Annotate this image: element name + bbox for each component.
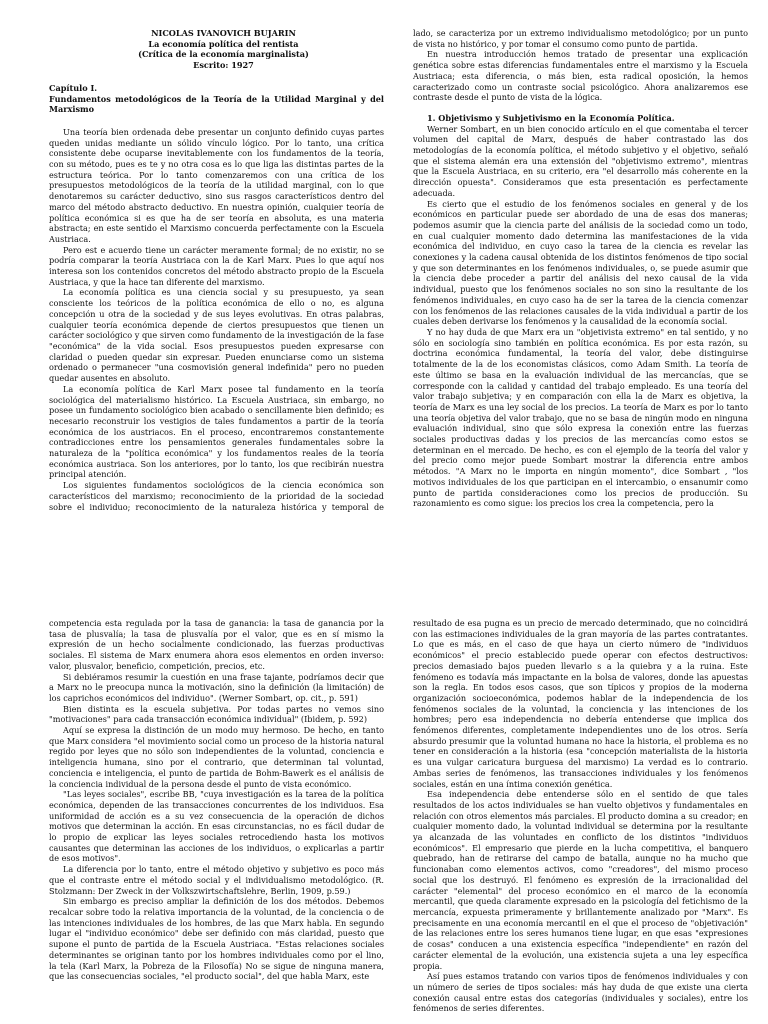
page-1-right-column <box>413 28 748 510</box>
document-page-2 <box>0 512 768 1024</box>
paragraph: Sin embargo es preciso ampliar la definición de los dos métodos. Debemos recalcar sobre todo la relativa importancia de la voluntad, de la conciencia o de las intenciones individuales de los hombres, de las que Marx habla. En segundo lugar el "individuo económico" debe ser definido con más claridad, puesto que supone el punto de partida de la Escuela Austriaca. "Estas relaciones sociales determinantes se originan tanto por los hombres individuales como por el lino, la tela (Karl Marx, la Pobreza de la Filosofía) No se sigue de ninguna manera, que las consecuencias sociales, "el producto social", del que habla Marx, este <box>49 896 384 982</box>
paragraph: Werner Sombart, en un bien conocido artículo en el que comentaba el tercer volumen del capital de Marx, después de haber contrastado las dos metodologías de la economía política, el método subjetivo y el objetivo, señaló que el sistema alemán era una extensión del "objetivismo extremo", mientras que la Escuela Austriaca, en su criterio, era "el desarrollo más coherente en la dirección opuesta". Consideramos que esta presentación es perfectamente adecuada. <box>413 123 748 198</box>
paragraph: Pero est e acuerdo tiene un carácter meramente formal; de no existir, no se podría comparar la teoría Austriaca con la de Karl Marx. Pues lo que aquí nos interesa son los contenidos concretos del método abstracto propio de la Escuela Austriaca, y que la hace tan diferente del marxismo. <box>49 244 384 287</box>
document-subtitle: (Crítica de la economía marginalista) <box>138 49 309 60</box>
document-header <box>49 28 384 71</box>
section-heading: 1. Objetivismo y Subjetivismo en la Economía Política. <box>427 112 675 123</box>
paragraph: Si debiéramos resumir la cuestión en una frase tajante, podríamos decir que a Marx no le preocupa nunca la motivación, sino la definición (la limitación) de los caprichos económicos del individuo". (Werner Sombart, op. cit., p. 591) <box>49 671 384 703</box>
paragraph: Así pues estamos tratando con varios tipos de fenómenos individuales y con un número de series de tipos sociales: más hay duda de que existe una cierta conexión causal entre estas dos categorías (individuales y sociales), entre los fenómenos de series diferentes. <box>413 971 748 1014</box>
chapter-label: Capítulo I. <box>49 82 98 93</box>
paragraph: resultado de esa pugna es un precio de mercado determinado, que no coincidirá con las estimaciones individuales de la gran mayoría de las partes contratantes. Lo que es más, en el caso de que haya un cierto número de "individuos económicos" el precio establecido puede operar con efectos destructivos: precios demasiado bajos pueden llevarlo s a la quiebra y a la ruina. Este fenómeno es todavía más impactante en la bolsa de valores, donde las apuestas son la regla. En todos esos casos, que son típicos y propios de la moderna organización socioeconómica, podemos hablar de la independencia de los fenómenos sociales de la voluntad, la conciencia y las intenciones de los hombres; pero esa independencia no debería entenderse que implica dos fenómenos diferentes, completamente independientes uno de los otros. Sería absurdo presumir que la voluntad humana no hace la historia, el problema es no tener en consideración a la historia (esa "concepción materialista de la historia es una vulgar caricatura burguesa del marxismo) La verdad es lo contrario. Ambas series de fenómenos, las transacciones individuales y los fenómenos sociales, están en una íntima conexión genética. <box>413 618 748 789</box>
paragraph: Es cierto que el estudio de los fenómenos sociales en general y de los económicos en particular puede ser abordado de una de esas dos maneras; podemos asumir que la ciencia parte del análisis de la sociedad como un todo, en cual cualquier momento dado determina las manifestaciones de la vida económica del individuo, en cuyo caso la tarea de la ciencia es revelar las conexiones y la cadena causal obtenida de los distintos fenómenos de tipo social y que son determinantes en los fenómenos individuales, o, se puede asumir que la ciencia debe proceder a partir del análisis del nexo causal de la vida individual, puesto que los fenómenos sociales no son sino la resultante de los fenómenos individuales, en cuyo caso ha de ser la tarea de la ciencia comenzar con los fenómenos de las relaciones causales de la vida individual a partir de los cuales deben derivarse los fenómenos y la causalidad de la economía social. <box>413 198 748 327</box>
page-2-right-column <box>413 618 748 1022</box>
paragraph: Aquí se expresa la distinción de un modo muy hermoso. De hecho, en tanto que Marx considera "el movimiento social como un proceso de la historia natural regido por leyes que no sólo son independientes de la voluntad, conciencia e inteligencia humana, sino por el contrario, que determinan tal voluntad, conciencia e inteligencia, el punto de partida de Bohm-Bawerk es el análisis de la conciencia individual de la persona desde el punto de vista económico. <box>49 725 384 789</box>
page-2-left-column <box>49 618 384 1022</box>
paragraph: "Las leyes sociales", escribe BB, "cuya investigación es la tarea de la política económica, dependen de las transacciones concurrentes de los individuos. Esa uniformidad de acción es a su vez consecuencia de la operación de dichos motivos que determinan la acción. En esas circunstancias, no es fácil dudar de lo propio de explicar las leyes sociales retrocediendo hasta los motivos causantes que determinan las acciones de los individuos, o explicarlas a partir de esos motivos". <box>49 789 384 864</box>
paragraph: Y no hay duda de que Marx era un "objetivista extremo" en tal sentido, y no sólo en sociología sino también en política económica. Es por esta razón, su doctrina económica fundamental, la teoría del valor, debe distinguirse totalmente de la de los economistas clásicos, como Adam Smith. La teoría de este último se basa en la evaluación individual de las mercancías, que se corresponde con la calidad y cantidad del trabajo empleado. Es una teoría del valor trabajo subjetiva; y en comparación con ella la de Marx es objetiva, la teoría de Marx es una ley social de los precios. La teoría de Marx es por lo tanto una teoría objetiva del valor trabajo, que no se basa de ningún modo en ninguna evaluación individual, sino que sólo expresa la conexión entre las fuerzas sociales productivas dadas y los precios de las mercancías como estos se determinan en el mercado. De hecho, es con el ejemplo de la teoría del valor y del precio como mejor puede Sombart mostrar la diferencia entre ambos métodos. "A Marx no le importa en ningún momento", dice Sombart , "los motivos individuales de los que participan en el intercambio, o ensanumir como punto de partida consideraciones como los precios de producción. Su razonamiento es como sigue: los precios los crea la competencia, pero la <box>413 326 748 509</box>
paragraph: lado, se caracteriza por un extremo individualismo metodológico; por un punto de vista no histórico, y por tomar el consumo como punto de partida. <box>413 28 748 49</box>
paragraph: La diferencia por lo tanto, entre el método objetivo y subjetivo es poco más que el contraste entre el método social y el individualismo metodológico. (R. Stolzmann: Der Zweck in der Volkszwirtschaftslehre, Berlin, 1909, p.59.) <box>49 864 384 896</box>
author-name: NICOLAS IVANOVICH BUJARIN <box>151 28 296 38</box>
paragraph: La economía política de Karl Marx posee tal fundamento en la teoría sociológica del materialismo histórico. La Escuela Austriaca, sin embargo, no posee un fundamento sociológico bien acabado o sencillamente bien definido; es necesario reconstruir los vestigios de tales fundamentos a partir de la teoría económica de los austriacos. En el proceso, encontraremos constantemente contradicciones entre los pensamientos generales fundamentales sobre la naturaleza de la "política económica" y los fundamentos reales de la teoría económica austriaca. Son los anteriores, por lo tanto, los que recibirán nuestra principal atención. <box>49 383 384 480</box>
paragraph: La economía política es una ciencia social y su presupuesto, ya sean consciente los teóricos de la política económica de ello o no, es alguna concepción u otra de la sociedad y de sus leyes evolutivas. En otras palabras, cualquier teoría económica depende de ciertos presupuestos que tienen un carácter sociológico y que sirven como fundamento de la investigación de la fase "económica" de la vida social. Esos presupuestos pueden expresarse con claridad o pueden quedar sin expresar. Pueden enunciarse como un sistema ordenado o permanecer "una cosmovisión general indefinida" pero no pueden quedar ausentes en absoluto. <box>49 287 384 384</box>
document-title: La economía política del rentista <box>148 38 299 49</box>
paragraph: Bien distinta es la escuela subjetiva. Por todas partes no vemos sino "motivaciones" para cada transacción económica individual" (Ibidem, p. 592) <box>49 703 384 725</box>
chapter-title: Fundamentos metodológicos de la Teoría de la Utilidad Marginal y del Marxismo <box>49 93 384 115</box>
paragraph: Los siguientes fundamentos sociológicos de la ciencia económica son característicos del marxismo; reconocimiento de la prioridad de la sociedad sobre el individuo; reconocimiento de la naturaleza histórica y temporal de <box>49 480 384 512</box>
paragraph: competencia esta regulada por la tasa de ganancia: la tasa de ganancia por la tasa de plusvalía; la tasa de plusvalía por el valor, que es en sí mismo la expresión de un hecho socialmente condicionado, las fuerzas productivas sociales. El sistema de Marx enumera ahora esos elementos en orden inverso: valor, plusvalor, beneficio, competición, precios, etc. <box>49 618 384 671</box>
written-date: Escrito: 1927 <box>193 60 254 71</box>
page-1-left-column <box>49 28 384 510</box>
paragraph: Una teoría bien ordenada debe presentar un conjunto definido cuyas partes queden unidas mediante un sólido vínculo lógico. Por lo tanto, una crítica consistente debe ocuparse inevitablemente con los fundamentos de la teoría, con su método, pues es te y no otra cosa es lo que liga las distintas partes de la estructura teórica. Por lo tanto comenzaremos con una crítica de los presupuestos metodológicos de la teoría de la utilidad marginal, con lo que denotaremos su carácter deductivo, sino sus rasgos característicos dentro del marco del método abstracto deductivo. En nuestra opinión, cualquier teoría de política económica si es que ha de ser teoría en absoluta, es una materia abstracta; en este sentido el Marxismo concuerda perfectamente con la Escuela Austriaca. <box>49 126 384 244</box>
paragraph: Esa independencia debe entenderse sólo en el sentido de que tales resultados de los actos individuales se han vuelto objetivos y fundamentales en relación con otros elementos más parciales. El producto domina a su creador; en cualquier momento dado, la voluntad individual se determina por la resultante ya alcanzada de las voluntades en conflicto de los distintos "individuos económicos". El empresario que pierde en la lucha competitiva, el banquero quebrado, han de retirarse del campo de batalla, aunque no ha mucho que funcionaban como elementos activos, como "creadores", del mismo proceso social que los destruyó. El fenómeno es expresión de la irracionalidad del carácter "elemental" del proceso económico en el marco de la economía mercantil, que queda claramente expresado en la psicología del fetichismo de la mercancía, expuesta primeramente y brillantemente analizado por "Marx". Es precisamente en una economía mercantil en el que el proceso de "objetivación" de las relaciones entre los seres humanos tiene lugar, en que esas "expresiones de cosas" conducen a una existencia específica "independiente" en razón del carácter elemental de la evolución, una existencia sujeta a una ley específica propia. <box>413 789 748 971</box>
paragraph: En nuestra introducción hemos tratado de presentar una explicación genética sobre estas diferencias fundamentales entre el marxismo y la Escuela Austriaca; esta diferencia, o más bien, esta radical oposición, la hemos caracterizado como un contraste social psicológico. Ahora analizaremos ese contraste desde el punto de vista de la lógica. <box>413 49 748 103</box>
